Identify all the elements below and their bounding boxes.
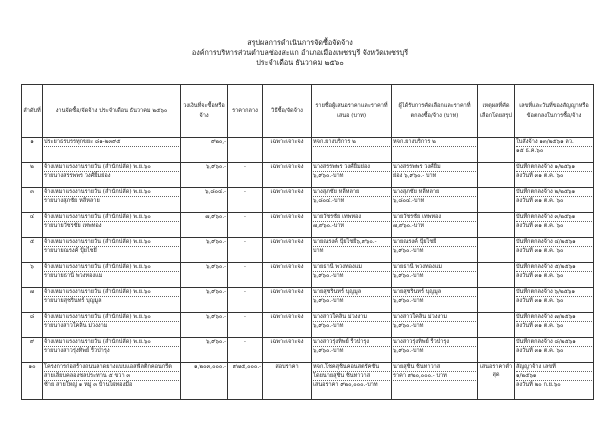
contract-cell (515, 338, 594, 363)
bidder-cell (312, 188, 392, 213)
col-contract: เลขที่และวันที่ของสัญญาหรือข้อตกลงในการซื้อ/จ้าง (515, 85, 594, 138)
method-value: เฉพาะเจาะจง (263, 188, 312, 213)
bidder-line: โดยนายสุชิน ชินทาวาส (313, 372, 390, 381)
winner-cell (392, 163, 478, 188)
median-price: - (228, 238, 263, 263)
col-reason: เหตุผลที่คัดเลือกโดยสรุป (478, 85, 515, 138)
median-price: - (228, 338, 263, 363)
bidder-line: หจก.ยางบริการ ๒ (313, 138, 390, 147)
col-method: วิธีซื้อ/จัดจ้าง (263, 85, 312, 138)
winner-cell (392, 213, 478, 238)
contract-cell (515, 238, 594, 263)
work-line: จ้างเหมาแรงงานรายวัน (สำนักปลัด) พ.ย.๖๐ (44, 188, 179, 197)
work-line: สายเลียบคลองชลประทาน ๕ ขวา ๓ (44, 372, 179, 381)
contract-cell (515, 313, 594, 338)
winner-line: ๖,๘๐๔.-บาท (393, 198, 425, 204)
median-price: - (228, 288, 263, 313)
bidder-line: ๖,๙๖๐.-บาท (313, 273, 344, 279)
col-budget: วงเงินที่จะซื้อหรือจ้าง (181, 85, 228, 138)
work-description (43, 163, 181, 188)
bidder-cell (312, 313, 392, 338)
work-line: จ้างเหมาแรงงานรายวัน (สำนักปลัด) พ.ย.๖๐ (44, 338, 179, 347)
contract-line: ๑/๒๕๖๑ (516, 372, 592, 381)
contract-line: บันทึกตกลงจ้าง ๔/๒๕๖๑ (516, 238, 592, 247)
work-line: รายนางสุภชัย หลีหลาย (44, 198, 100, 204)
contract-line: ลงวันที่ ๒๐ ก.ย.๖๐ (516, 382, 561, 388)
contract-line: ลงวันที่ ๓๑ ต.ค. ๖๐ (516, 348, 564, 354)
bidder-cell (312, 338, 392, 363)
bidder-line: หจก.โชคสุชินคอนสตรัคชั่น (313, 363, 390, 372)
document-title: สรุปผลการดำเนินการจัดซื้อจัดจ้าง (247, 38, 353, 47)
method-value: เฉพาะเจาะจง (263, 163, 312, 188)
procurement-table (21, 84, 594, 400)
row-number: ๓ (22, 188, 43, 213)
winner-line: นายสุชรินทร์ บุญมูล (393, 288, 476, 297)
contract-line: ลงวันที่ ๓๑ ต.ค. ๖๐ (516, 173, 564, 179)
bidder-line: บาท (313, 248, 324, 254)
work-line: รายนางสาวใคลิน ม่วงงาม (44, 323, 108, 329)
work-line: ซ้าย สายใหญ่ ๑ หมู่ ๓ บ้านไผ่ทองมือ (44, 382, 133, 388)
bidder-line: นายสุชรินทร์ บุญมูล (313, 288, 390, 297)
winner-line: นางสุภชัย หลีหลาย (393, 188, 476, 197)
reason-cell (478, 338, 515, 363)
bidder-line: ๖,๙๖๐.-บาท (313, 348, 344, 354)
reason-cell: เสนอราคาต่ำสุด (478, 363, 515, 400)
contract-cell (515, 138, 594, 163)
contract-line: ใบสั่งจ้าง ๑๓/๒๕๖๑ ลว. (516, 138, 592, 147)
winner-cell (392, 363, 478, 400)
contract-line: ลงวันที่ ๓๑ ต.ค. ๖๐ (516, 223, 564, 229)
median-price (228, 138, 263, 163)
work-line: รายนายวัชรชัย เทพทอง (44, 223, 102, 229)
winner-line: ๖,๙๖๐.-บาท (393, 248, 424, 254)
winner-cell (392, 313, 478, 338)
method-value: เฉพาะเจาะจง (263, 138, 312, 163)
contract-line: ลงวันที่ ๓๑ ต.ค. ๖๐ (516, 298, 564, 304)
method-value: เฉพาะเจาะจง (263, 238, 312, 263)
table-row (22, 338, 594, 363)
work-description (43, 313, 181, 338)
contract-cell (515, 213, 594, 238)
bidder-line: นางสุภชัย หลีหลาย (313, 188, 390, 197)
winner-line: นางสาวรุ่งทิพย์ ริ้วป่ารุง (393, 338, 476, 347)
work-line: รายนายสุชรินทร์ บุญมูล (44, 298, 102, 304)
median-price: - (228, 213, 263, 238)
budget-value: ๙๒๐,- (181, 138, 228, 163)
row-number: ๔ (22, 213, 43, 238)
contract-line: ลงวันที่ ๓๑ ต.ค. ๖๐ (516, 248, 564, 254)
contract-line: สัญญาจ้าง เลขที่ (516, 363, 592, 372)
work-description (43, 188, 181, 213)
bidder-line: เสนอราคา ๙๒๐,๐๐๐.-บาท (313, 382, 378, 388)
row-number: ๙ (22, 338, 43, 363)
winner-line: นายณรงค์ ปุ้ยไชยี (393, 238, 476, 247)
budget-value: ๖,๙๖๐.- (181, 288, 228, 313)
winner-line: นายวัชรชัย เทพทอง (393, 213, 476, 222)
contract-line: บันทึกตกลงจ้าง ๖/๒๕๖๑ (516, 288, 592, 297)
work-line: จ้างเหมาแรงงานรายวัน (สำนักปลัด) พ.ย.๖๐ (44, 238, 179, 247)
method-value: เฉพาะเจาะจง (263, 313, 312, 338)
row-number: ๑ (22, 138, 43, 163)
contract-line: บันทึกตกลงจ้าง ๘/๒๕๖๑ (516, 338, 592, 347)
contract-line: บันทึกตกลงจ้าง ๕/๒๕๖๑ (516, 263, 592, 272)
bidder-line: ๗,๙๖๐.-บาท (313, 223, 345, 229)
table-row (22, 213, 594, 238)
winner-cell (392, 263, 478, 288)
work-line: รายนายธานี พวงทองแม (44, 273, 103, 279)
bidder-cell (312, 238, 392, 263)
col-no: ลำดับที่ (22, 85, 43, 138)
budget-value: ๗,๙๖๐.- (181, 213, 228, 238)
row-number: ๖ (22, 263, 43, 288)
contract-cell (515, 363, 594, 400)
bidder-line: นางสรรพพร วงศ์ยิ้มย่อง (313, 163, 390, 172)
work-description (43, 138, 181, 163)
reason-cell (478, 263, 515, 288)
work-description (43, 288, 181, 313)
table-row (22, 163, 594, 188)
winner-cell (392, 188, 478, 213)
budget-value: ๖,๙๖๐.- (181, 338, 228, 363)
contract-line: ลงวันที่ ๓๑ ต.ค. ๖๐ (516, 198, 564, 204)
work-line: โครงการก่อสร้างถนนลาดยางแบบแอสฟัลติกคอนกรีต (44, 363, 179, 372)
table-row (22, 288, 594, 313)
bidder-cell (312, 363, 392, 400)
work-description (43, 263, 181, 288)
work-description (43, 338, 181, 363)
col-median-price: ราคากลาง (228, 85, 263, 138)
bidder-line: นางสาวใคลิน ม่วงงาม (313, 313, 390, 322)
winner-cell (392, 238, 478, 263)
work-description (43, 363, 181, 400)
table-header-row (22, 85, 594, 138)
bidder-line: นางสาวรุ่งทิพย์ ริ้วป่ารุง (313, 338, 390, 347)
winner-line: นายธานี พวงทองแม (393, 263, 476, 272)
organization-line: องค์การบริหารส่วนตำบลช่องสะแก อำเภอเมืองเพชรบุรี จังหวัดเพชรบุรี (191, 48, 409, 57)
reason-cell (478, 288, 515, 313)
work-line: จ้างเหมาแรงงานรายวัน (สำนักปลัด) พ.ย.๖๐ (44, 213, 179, 222)
method-value: เฉพาะเจาะจง (263, 338, 312, 363)
winner-cell (392, 338, 478, 363)
bidder-line: ๖,๙๖๐.-บาท (313, 173, 344, 179)
winner-line: ราคา ๙๒๐,๐๐๐.- บาท (393, 372, 476, 381)
work-line: จ้างเหมาแรงงานรายวัน (สำนักปลัด) พ.ย.๖๐ (44, 263, 179, 272)
bidder-line: ๖,๘๐๔.-บาท (313, 198, 345, 204)
table-row (22, 363, 594, 400)
winner-line: ๖,๙๖๐.-บาท (393, 348, 424, 354)
winner-cell (392, 288, 478, 313)
budget-value: ๖,๘๐๔.- (181, 188, 228, 213)
reason-cell (478, 213, 515, 238)
budget-value: ๑,๒๐๓,๐๐๐.- (181, 363, 228, 400)
table-row (22, 138, 594, 163)
bidder-line: นายวัชรชัย เทพทอง (313, 213, 390, 222)
winner-line: นางสรรพพร วงศ์ยิ้ม (393, 163, 476, 172)
winner-line: หจก.ยางบริการ ๒ (393, 138, 476, 147)
col-bidders: รายชื่อผู้เสนอราคาและราคาที่เสนอ (บาท) (312, 85, 392, 138)
bidder-cell (312, 288, 392, 313)
table-row (22, 188, 594, 213)
winner-cell (392, 138, 478, 163)
reason-cell (478, 313, 515, 338)
row-number: ๒ (22, 163, 43, 188)
bidder-line: นายณรงค์ ปุ้ยไชยี๖,๙๖๐.- (313, 238, 390, 247)
winner-line: นางสาวใคลิน ม่วงงาม (393, 313, 476, 322)
median-price: - (228, 313, 263, 338)
table-row (22, 238, 594, 263)
winner-line: นายสุชิน ชินทาวาส (393, 363, 476, 372)
bidder-cell (312, 263, 392, 288)
bidder-line: ๖,๙๖๐.-บาท (313, 298, 344, 304)
contract-line: บันทึกตกลงจ้าง ๓/๒๕๖๑ (516, 213, 592, 222)
col-winner: ผู้ได้รับการคัดเลือกและราคาที่ตกลงซื้อ/จ้าง (บาท) (392, 85, 478, 138)
period-line: ประจำเดือน ธันวาคม ๒๕๖๐ (256, 58, 344, 67)
winner-line: ๖,๙๖๐.-บาท (393, 323, 424, 329)
contract-line: บันทึกตกลงจ้าง ๒/๒๕๖๑ (516, 188, 592, 197)
table-row (22, 263, 594, 288)
work-line: รายนางสาวรุ่งทิพย์ ริ้วป่ารุง (44, 348, 110, 354)
work-description (43, 213, 181, 238)
median-price: - (228, 263, 263, 288)
winner-line: ๖,๙๖๐.-บาท (393, 298, 424, 304)
col-work: งานจัดซื้อ/จัดจ้าง ประจำเดือน ธันวาคม ๒๕๖๐ (43, 85, 181, 138)
budget-value: ๖,๙๖๐.- (181, 263, 228, 288)
contract-cell (515, 263, 594, 288)
winner-line: ๗,๙๖๐.-บาท (393, 223, 425, 229)
work-line: รายนางสรรพพร วงศ์ยิ้มย่อง (44, 173, 111, 179)
work-line: จ้างเหมาแรงงานรายวัน (สำนักปลัด) พ.ย.๖๐ (44, 288, 179, 297)
winner-line: ย่อง ๖,๙๖๐.- บาท (393, 173, 437, 179)
contract-line: บันทึกตกลงจ้าง ๑/๒๕๖๑ (516, 163, 592, 172)
reason-cell (478, 163, 515, 188)
row-number: ๕ (22, 238, 43, 263)
budget-value: ๖,๙๖๐.- (181, 313, 228, 338)
method-value: เฉพาะเจาะจง (263, 263, 312, 288)
reason-cell (478, 138, 515, 163)
winner-line: ๖,๙๖๐.-บาท (393, 273, 424, 279)
reason-cell (478, 188, 515, 213)
work-line: รายนายณรงค์ ปุ้ยไชยี (44, 248, 97, 254)
contract-cell (515, 163, 594, 188)
bidder-line: ๖,๙๖๐.-บาท (313, 323, 344, 329)
work-line: จ้างเหมาแรงงานรายวัน (สำนักปลัด) พ.ย.๖๐ (44, 163, 179, 172)
budget-value: ๖,๙๖๐.- (181, 238, 228, 263)
bidder-cell (312, 138, 392, 163)
bidder-cell (312, 163, 392, 188)
budget-value: ๖,๙๖๐.- (181, 163, 228, 188)
contract-line: ลงวันที่ ๓๑ ต.ค. ๖๐ (516, 323, 564, 329)
contract-line: ๑๕ ธ.ค.๖๐ (516, 148, 544, 154)
method-value: เฉพาะเจาะจง (263, 288, 312, 313)
contract-line: บันทึกตกลงจ้าง ๗/๒๕๖๑ (516, 313, 592, 322)
bidder-line: นายธานี พวงทองแม (313, 263, 390, 272)
contract-cell (515, 188, 594, 213)
work-line: จ้างเหมาแรงงานรายวัน (สำนักปลัด) พ.ย.๖๐ (44, 313, 179, 322)
method-value: เฉพาะเจาะจง (263, 213, 312, 238)
row-number: ๗ (22, 288, 43, 313)
row-number: ๑๐ (22, 363, 43, 400)
row-number: ๘ (22, 313, 43, 338)
work-line: ประยาธรบรรทุกขยะ ๘๑-๒๓๙๕ (44, 138, 179, 147)
median-price: ๙๗๕,๐๐๐.- (228, 363, 263, 400)
median-price: - (228, 188, 263, 213)
method-value: สอบราคา (263, 363, 312, 400)
bidder-cell (312, 213, 392, 238)
reason-cell (478, 238, 515, 263)
table-row (22, 313, 594, 338)
contract-cell (515, 288, 594, 313)
contract-line: ลงวันที่ ๓๑ ต.ค. ๖๐ (516, 273, 564, 279)
work-description (43, 238, 181, 263)
median-price: - (228, 163, 263, 188)
